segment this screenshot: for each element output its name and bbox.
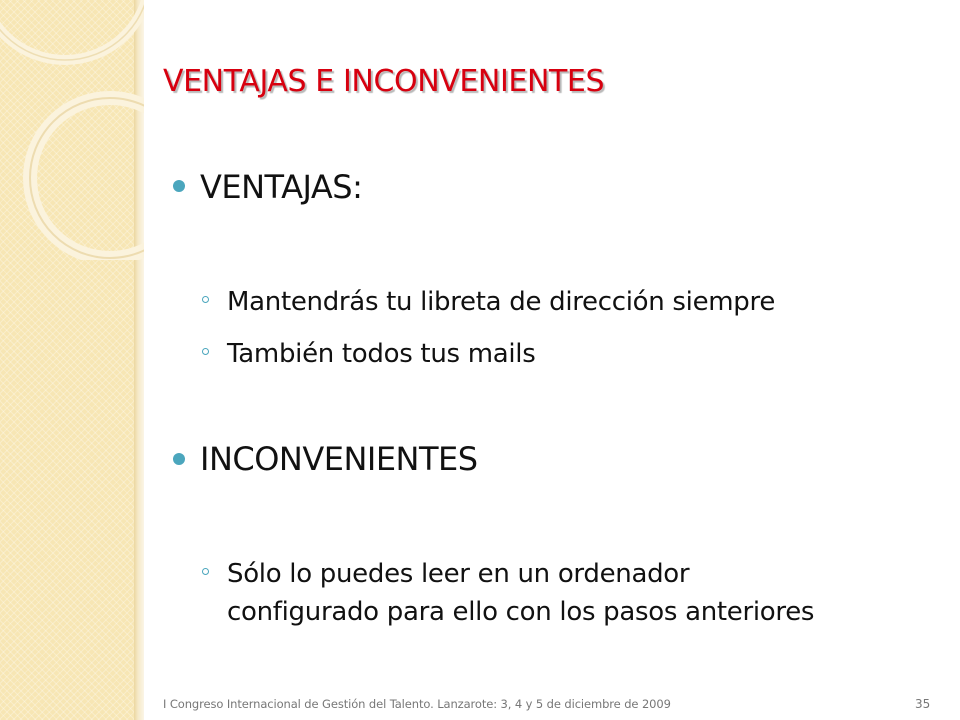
section-heading-inconvenientes: INCONVENIENTES — [200, 440, 478, 478]
subitem-text: También todos tus mails — [227, 339, 536, 369]
page-number: 35 — [915, 697, 931, 711]
subitem-text: Mantendrás tu libreta de dirección siempre — [227, 287, 776, 317]
subitem-ventajas-2 — [202, 335, 535, 373]
bullet-ring-icon — [202, 296, 209, 303]
slide-title: VENTAJAS E INCONVENIENTES — [163, 64, 605, 99]
slide-footer: I Congreso Internacional de Gestión del Talento. Lanzarote: 3, 4 y 5 de diciembre de 2009 — [163, 697, 671, 711]
bullet-ring-icon — [202, 348, 209, 355]
subitem-text-line: Sólo lo puedes leer en un ordenador — [227, 559, 690, 589]
bullet-ventajas — [173, 168, 362, 206]
bullet-ring-icon — [202, 568, 209, 575]
subitem-text-block — [227, 555, 814, 631]
subitem-ventajas-1 — [202, 283, 775, 321]
section-heading-ventajas: VENTAJAS: — [200, 168, 363, 206]
decorative-circles — [0, 0, 144, 260]
bullet-inconvenientes — [173, 440, 478, 478]
subitem-text-line: configurado para ello con los pasos anteriores — [227, 597, 815, 627]
bullet-dot-icon — [173, 180, 185, 192]
subitem-inconvenientes-1 — [202, 555, 814, 631]
bullet-dot-icon — [173, 453, 185, 465]
